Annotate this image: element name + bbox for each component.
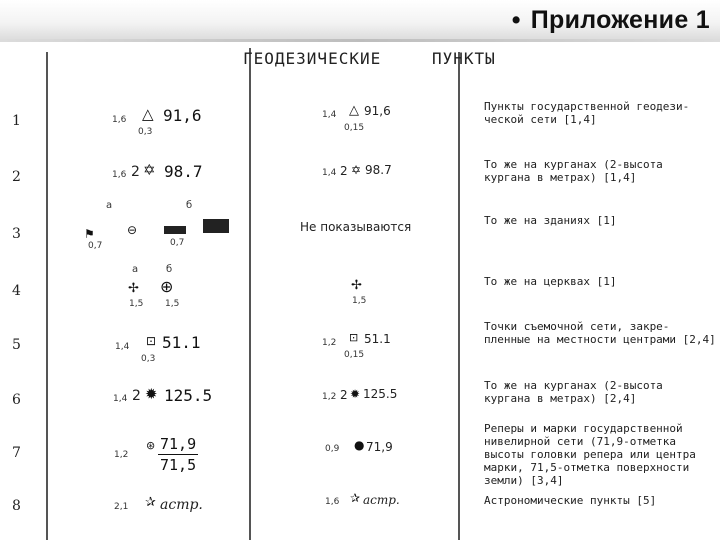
- elevation-value: 91,6: [163, 106, 202, 125]
- size-label: 1,2: [322, 392, 337, 402]
- symbol-description: Астрономические пункты [5]: [484, 494, 657, 507]
- benchmark-bottom-value: 71,5: [160, 456, 197, 474]
- symbol-description: Точки съемочной сети, закре- пленные на местности центрами [2,4]: [484, 320, 716, 346]
- size-label: 2,1: [114, 502, 129, 512]
- row-number: 4: [12, 283, 21, 299]
- variant-label-b: б: [166, 264, 173, 275]
- variant-label-a: а: [132, 264, 139, 275]
- size-label: 1,6: [325, 497, 340, 507]
- row-number: 2: [12, 169, 21, 185]
- left-border-line: [46, 52, 48, 540]
- church-cross-icon: ✢: [128, 281, 139, 296]
- size-label: 1,4: [322, 110, 337, 120]
- size-label: 0,9: [325, 444, 340, 454]
- base-label: 0,3: [138, 127, 153, 137]
- building-block-icon: [164, 226, 186, 234]
- mound-height: 2: [131, 164, 140, 180]
- slide-title: [512, 6, 710, 35]
- mound-height: 2: [132, 388, 141, 404]
- star-icon: ✰: [350, 491, 361, 505]
- building-small-icon: ⊖: [127, 223, 138, 237]
- star-icon: ✰: [145, 495, 156, 510]
- row-number: 8: [12, 498, 21, 514]
- symbol-description: То же на курганах (2-высота кургана в метрах) [2,4]: [484, 379, 663, 405]
- base-label: 0,15: [344, 123, 365, 133]
- size-label: 1,6: [112, 170, 127, 180]
- size-label: 1,2: [322, 338, 337, 348]
- size-label: 1,5: [352, 296, 367, 306]
- row-number: 6: [12, 392, 21, 408]
- symbol-description: Пункты государственной геодези- ческой сети [1,4]: [484, 100, 690, 126]
- mound-height: 2: [340, 164, 348, 178]
- building-large-icon: [203, 219, 229, 233]
- elevation-value: 51.1: [162, 333, 201, 352]
- elevation-value: 125.5: [164, 386, 213, 405]
- triangle-icon: △: [349, 103, 359, 118]
- row-number: 5: [12, 337, 21, 353]
- size-label: 1,2: [114, 450, 129, 460]
- table-heading-left: ГЕОДЕЗИЧЕСКИЕ: [243, 49, 382, 68]
- triangle-icon: △: [142, 105, 154, 123]
- symbol-description: Реперы и марки государственной нивелирной сети (71,9-отметка высоты головки репера или центра марки, 71,5-отметка поверхности земли) [3,4]: [484, 422, 696, 487]
- slide-title-text: Приложение 1: [530, 6, 710, 34]
- elevation-value: 91,6: [364, 104, 391, 118]
- survey-point-icon: ⊡: [349, 331, 359, 344]
- row-number: 7: [12, 445, 21, 461]
- church-cross-icon: ✢: [351, 278, 362, 293]
- mound-triangle-icon: ✡: [143, 161, 156, 179]
- survey-point-icon: ⊡: [146, 334, 157, 348]
- size-label: 1,6: [112, 115, 127, 125]
- elevation-value: 98.7: [164, 162, 203, 181]
- size-label: 1,4: [113, 394, 128, 404]
- benchmark-icon: ⊛: [146, 439, 156, 452]
- base-label: 0,15: [344, 350, 365, 360]
- size-label: 1,5: [129, 299, 144, 309]
- row-number: 3: [12, 226, 21, 242]
- benchmark-fraction: [158, 435, 198, 474]
- variant-label-a: а: [106, 200, 113, 211]
- astro-label: астр.: [363, 493, 400, 507]
- size-label: 0,7: [88, 241, 103, 251]
- elevation-value: 98.7: [365, 163, 392, 177]
- elevation-value: 51.1: [364, 332, 391, 346]
- size-label: 1,5: [165, 299, 180, 309]
- church-filled-icon: ⊕: [160, 277, 174, 296]
- symbol-description: То же на зданиях [1]: [484, 214, 617, 227]
- mound-height: 2: [340, 388, 348, 402]
- table-heading-right: ПУНКТЫ: [432, 49, 496, 68]
- building-point-icon: ⚑: [84, 227, 95, 241]
- mound-survey-icon: ✹: [145, 385, 158, 403]
- column-divider-1: [249, 48, 251, 540]
- astro-label: астр.: [160, 497, 203, 513]
- size-label: 1,4: [115, 342, 130, 352]
- benchmark-dot-icon: ●: [354, 438, 365, 452]
- variant-label-b: б: [186, 200, 193, 211]
- benchmark-top-value: 71,9: [160, 435, 197, 453]
- row-number: 1: [12, 113, 21, 129]
- elevation-value: 71,9: [366, 440, 393, 454]
- mound-triangle-icon: ✡: [351, 163, 362, 177]
- symbol-description: То же на курганах (2-высота кургана в метрах) [1,4]: [484, 158, 663, 184]
- symbol-description: То же на церквах [1]: [484, 275, 617, 288]
- mound-survey-icon: ✹: [350, 387, 361, 401]
- size-label: 1,4: [322, 168, 337, 178]
- column-divider-2: [458, 52, 460, 540]
- base-label: 0,3: [141, 354, 156, 364]
- size-label: 0,7: [170, 238, 185, 248]
- not-shown-text: Не показываются: [300, 220, 412, 234]
- elevation-value: 125.5: [363, 387, 398, 401]
- bullet-icon: •: [511, 6, 521, 34]
